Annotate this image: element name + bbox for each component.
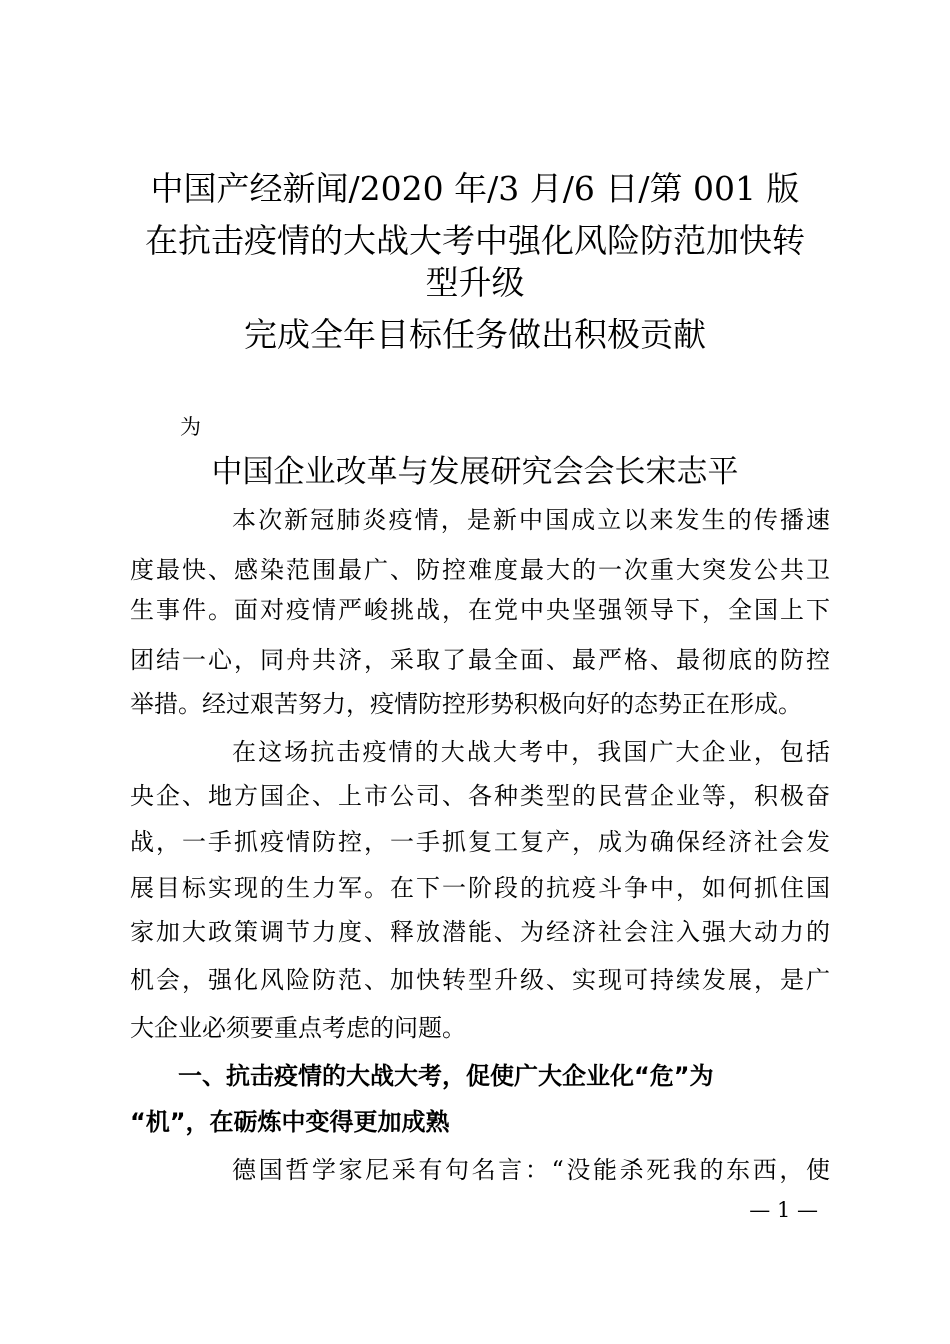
source-line: 中国产经新闻/2020 年/3 月/6 日/第 001 版 (150, 169, 800, 208)
section-heading-1: 一、抗击疫情的大战大考，促使广大企业化“危”为 (178, 1062, 714, 1090)
paragraph-1-line: 举措。经过艰苦努力，疫情防控形势积极向好的态势正在形成。 (130, 690, 802, 718)
paragraph-2-line: 央企、地方国企、上市公司、各种类型的民营企业等，积极奋 (130, 782, 830, 810)
paragraph-2-line: 家加大政策调节力度、释放潜能、为经济社会注入强大动力的 (130, 918, 830, 946)
paragraph-1-line: 生事件。面对疫情严峻挑战，在党中央坚强领导下，全国上下 (130, 596, 830, 624)
paragraph-1-line: 度最快、感染范围最广、防控难度最大的一次重大突发公共卫 (130, 556, 830, 584)
author-prefix: 为 (180, 415, 201, 439)
paragraph-2-line: 展目标实现的生力军。在下一阶段的抗疫斗争中，如何抓住国 (130, 874, 830, 902)
article-subtitle: 完成全年目标任务做出积极贡献 (244, 315, 706, 354)
paragraph-3-line: 德国哲学家尼采有句名言：“没能杀死我的东西，使 (232, 1156, 830, 1184)
page-number: — 1 — (749, 1198, 818, 1222)
section-heading-1-continued: “机”，在砺炼中变得更加成熟 (130, 1108, 450, 1136)
paragraph-2-line: 大企业必须要重点考虑的问题。 (130, 1014, 466, 1042)
article-title-line-1: 在抗击疫情的大战大考中强化风险防范加快转 (145, 221, 805, 260)
paragraph-1-line: 团结一心，同舟共济，采取了最全面、最严格、最彻底的防控 (130, 646, 830, 674)
author-line: 中国企业改革与发展研究会会长宋志平 (211, 454, 739, 490)
paragraph-2-line: 战，一手抓疫情防控，一手抓复工复产，成为确保经济社会发 (130, 828, 830, 856)
paragraph-1-line: 本次新冠肺炎疫情，是新中国成立以来发生的传播速 (232, 506, 830, 534)
paragraph-2-line: 机会，强化风险防范、加快转型升级、实现可持续发展，是广 (130, 966, 830, 994)
article-title-line-2: 型升级 (425, 263, 525, 302)
paragraph-2-line: 在这场抗击疫情的大战大考中，我国广大企业，包括 (232, 738, 830, 766)
